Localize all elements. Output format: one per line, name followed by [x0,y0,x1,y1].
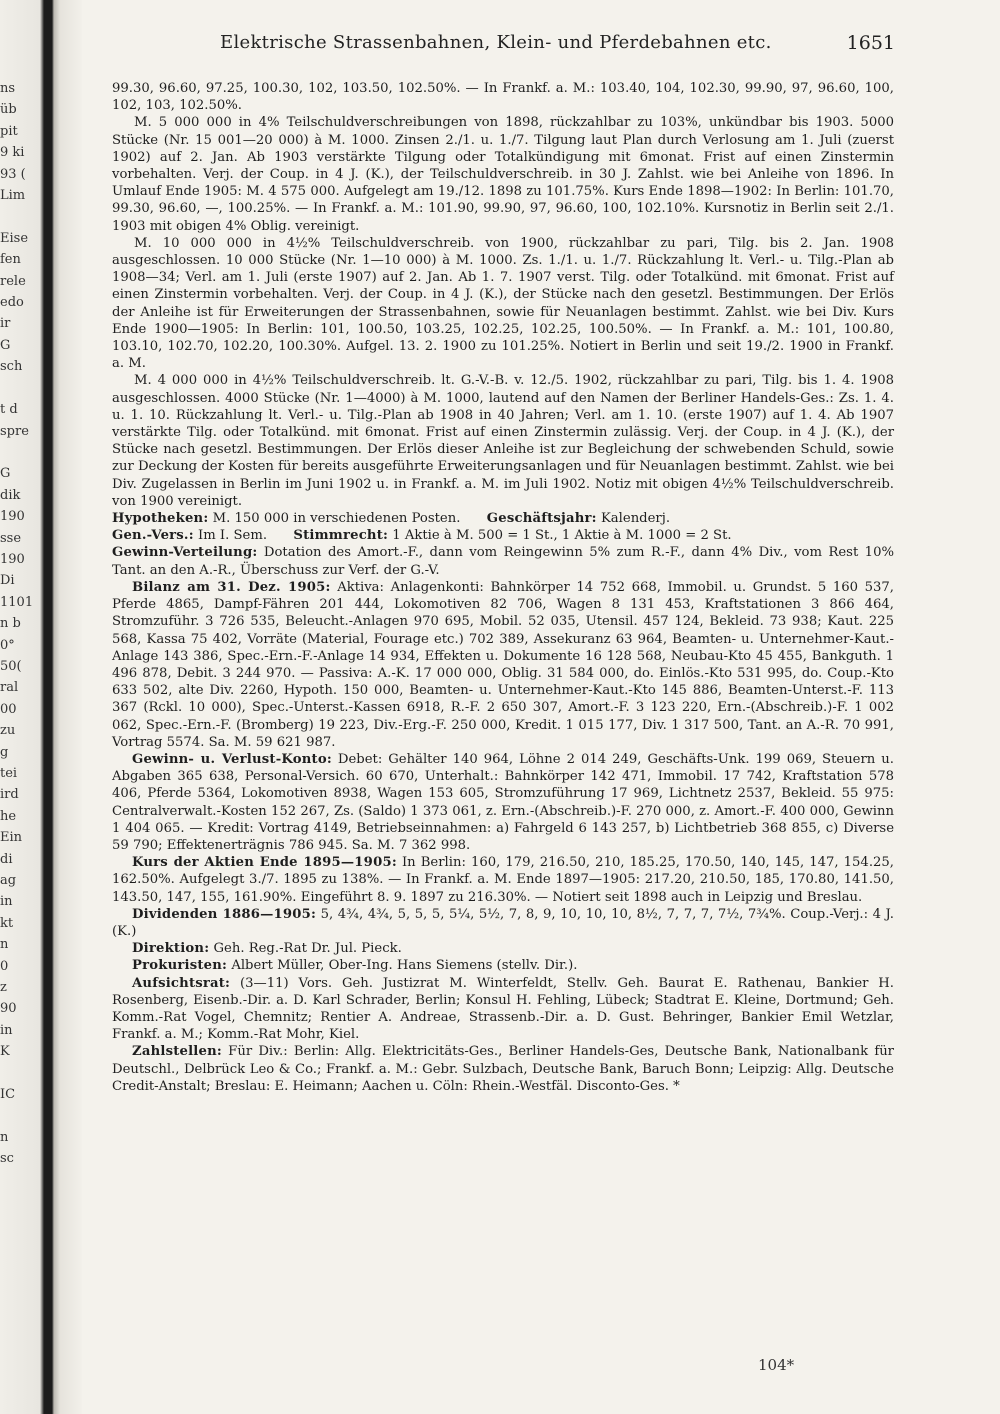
binding-gutter [0,0,82,1414]
gutter-fragment: n [0,937,9,953]
gutter-fragment: t d [0,402,18,418]
gutter-fragment: Lim [0,188,26,204]
gutter-fragment: 0° [0,637,15,653]
section-label: Gewinn- u. Verlust-Konto: [132,751,332,767]
section-label: Gewinn-Verteilung: [112,545,258,561]
section-label: Kurs der Aktien Ende 1895—1905: [132,855,397,871]
section-label: Hypotheken: [112,511,209,527]
paragraph [112,544,894,578]
gutter-fragment: z [0,980,7,996]
gutter-fragment: sc [0,1151,14,1167]
section-label: Zahlstellen: [132,1044,222,1060]
paragraph-text: In Berlin: 160, 179, 216.50, 210, 185.25, 170.50, 140, 145, 147, 154.25, 162.50%. Aufgelegt 3./7. 1895 zu 138%. — In Frankf. a. M. Ende 1897—1905: 217.20, 210.50, 185, 170.80, 141.50, 143.50, 147, 155, 161.90%. Eingeführt 8. 9. 1897 zu 216.30%. — Notiert seit 1898 auch in Leipzig und Breslau. [112,855,894,905]
running-title: Elektrische Strassenbahnen, Klein- und Pferdebahnen etc. [220,32,772,53]
paragraph [112,527,894,544]
gutter-fragment: n [0,1129,9,1145]
paragraph [112,957,894,974]
gutter-fragment: sse [0,530,22,546]
gutter-fragment [0,1106,40,1127]
paragraph-text: Im I. Sem. [198,528,268,544]
paragraph [112,372,894,510]
section-label: Stimmrecht: [293,528,389,544]
gutter-fragment: 90 [0,1001,17,1017]
paragraph [112,751,894,854]
paragraph-text: 5, 4¾, 4¾, 5, 5, 5, 5¼, 5½, 7, 8, 9, 10, 10, 10, 8½, 7, 7, 7, 7½, 7¾%. Coup.-Verj.: 4 J. (K.) [112,906,894,939]
gutter-fragment [0,206,40,227]
gutter-fragment: ird [0,787,19,803]
paragraph [112,80,894,114]
paragraph-text: Dotation des Amort.-F., dann vom Reingewinn 5% zum R.-F., dann 4% Div., vom Rest 10% Tant. an den A.-R., Überschuss zur Verf. der G.-V. [112,545,894,578]
paragraph-text: Aktiva: Anlagenkonti: Bahnkörper 14 752 668, Immobil. u. Grundst. 5 160 537, Pferde 4865, Dampf-Fähren 201 444, Lokomotiven 82 706, Wagen 8 131 453, Kraftstationen 3 866 464, Stromzuführ. 3 726 535, Beleucht.-Anlagen 970 695, Mobil. 52 035, Utensil. 457 124, Bekleid. 73 938; Kaut. 225 568, Kassa 75 402, Vorräte (Material, Fourage etc.) 702 389, Assekuranz 63 964, Beamten- u. Unternehmer-Kaut.-Anlage 143 386, Spec.-Ern.-F.-Anlage 14 934, Effekten u. Dokumente 16 128 568, Neubau-Kto 45 455, Bankguth. 1 496 878, Debit. 3 244 970. — Passiva: A.-K. 17 000 000, Oblig. 31 584 000, do. Einlös.-Kto 531 995, do. Coup.-Kto 633 502, alte Div. 2260, Hypoth. 150 000, Beamten- u. Unternehmer-Kaut.-Kto 145 886, Beamten-Unterst.-F. 113 367 (Rckl. 10 000), Spec.-Unterst.-Kassen 6918, R.-F. 2 650 307, Amort.-F. 3 123 220, Ern.-(Abschreib.)-F. 1 002 062, Spec.-Ern.-F. (Bromberg) 19 223, Div.-Erg.-F. 250 000, Kredit. 1 015 177, Div. 1 317 500, Tant. an A.-R. 70 991, Vortrag 5574. Sa. M. 59 621 987. [112,579,894,750]
gutter-fragment: 190 [0,551,25,567]
gutter-fragment: spre [0,423,29,439]
paragraph-text: M. 150 000 in verschiedenen Posten. [212,511,461,527]
previous-page-text-fragments [0,78,40,1170]
section-label: Dividenden 1886—1905: [132,906,317,922]
section-label: Prokuristen: [132,958,228,974]
paragraph-text: M. 4 000 000 in 4½% Teilschuldverschreib. lt. G.-V.-B. v. 12./5. 1902, rückzahlbar zu pari, Tilg. bis 1. 4. 1908 ausgeschlossen. 4000 Stücke (Nr. 1—4000) à M. 1000, lautend auf den Namen der Berliner Handels-Ges.: Zs. 1. 4. u. 1. 10. Rückzahlung lt. Verl.- u. Tilg.-Plan ab 1908 in 40 Jahren; Verl. am 1. 10. (erste 1907) auf 1. 4. Ab 1907 verstärkte Tilg. oder Totalkünd. mit 6monat. Frist auf einen Zinstermin zulässig. Verj. der Coup. in 4 J. (K.), der Stücke nach gesetzl. Bestimmungen. Der Erlös dieser Anleihe ist zur Begleichung der schwebenden Schuld, sowie zur Deckung der Kosten für bereits ausgeführte Erweiterungsanlagen und für Neuanlagen bestimmt. Zahlst. wie bei Div. Zugelassen in Berlin im Juni 1902 u. in Frankf. a. M. im Juli 1902. Notiz mit obigen 4½% Teilschuldverschreib. von 1900 vereinigt. [112,373,894,509]
gutter-fragment: Eise [0,230,29,246]
paragraph-text: Albert Müller, Ober-Ing. Hans Siemens (stellv. Dir.). [231,958,578,974]
paragraph-text: M. 10 000 000 in 4½% Teilschuldverschreib. von 1900, rückzahlbar zu pari, Tilg. bis 2. Jan. 1908 ausgeschlossen. 10 000 Stücke (Nr. 1—10 000) à M. 1000. Zs. 1./1. u. 1./7. Rückzahlung lt. Verl.- u. Tilg.-Plan ab 1908—34; Verl. am 1. Juli (erste 1907) auf 2. Jan. Ab 1. 7. 1907 verst. Tilg. oder Totalkünd. mit 6monat. Frist auf einen Zinstermin vorbehalten. Verj. der Coup. in 4 J. (K.), der Stücke nach den gesetzl. Bestimmungen. Der Erlös der Anleihe ist für Erweiterungen der Strassenbahnen, sowie für Neuanlagen bestimmt. Zahlst. wie bei Div. Kurs Ende 1900—1905: In Berlin: 101, 100.50, 103.25, 102.25, 102.25, 100.50%. — In Frankf. a. M.: 101, 100.80, 103.10, 102.70, 102.20, 100.30%. Aufgel. 13. 2. 1900 zu 101.25%. Notiert in Berlin und seit 19./2. 1900 in Frankf. a. M. [112,235,894,372]
gutter-fragment: K [0,1044,10,1060]
gutter-fragment: zu [0,723,16,739]
gutter-fragment: tei [0,766,18,781]
paragraph-text: Kalenderj. [600,511,671,527]
section-label: Gen.-Vers.: [112,528,194,544]
gutter-fragment: ag [0,873,17,889]
paragraph [112,854,894,906]
gutter-fragment: ir [0,316,11,332]
gutter-fragment: G [0,337,11,353]
gutter-fragment: fen [0,252,21,268]
gutter-fragment: rele [0,273,26,289]
gutter-fragment: Di [0,573,15,589]
gutter-fragment: kt [0,915,14,931]
gutter-fragment: he [0,808,17,824]
section-label: Aufsichtsrat: [132,975,231,991]
gutter-fragment: ral [0,680,19,696]
paragraph [112,975,894,1044]
running-header [110,32,895,56]
paragraph-text: M. 5 000 000 in 4% Teilschuldverschreibungen von 1898, rückzahlbar zu 103%, unkündbar bis 1903. 5000 Stücke (Nr. 15 001—20 000) à M. 1000. Zinsen 2./1. u. 1./7. Tilgung laut Plan durch Verlosung am 1. Juli (zuerst 1902) auf 2. Jan. Ab 1903 verstärkte Tilgung oder Totalkündigung mit 6monat. Frist auf einen Zinstermin vorbehalten. Verj. der Coup. in 4 J. (K.), der Teilschuldverschreib. in 30 J. Zahlst. wie bei Anleihe von 1896. In Umlauf Ende 1905: M. 4 575 000. Aufgelegt am 19./12. 1898 zu 101.75%. Kurs Ende 1898—1902: In Berlin: 101.70, 99.30, 96.60, —, 100.25%. — In Frankf. a. M.: 101.90, 99.90, 97, 96.60, 100, 102.10%. Kursnotiz in Berlin seit 2./1. 1903 mit obigen 4% Oblig. vereinigt. [112,115,894,234]
paragraph [112,114,894,234]
gutter-fragment: 50( [0,658,22,674]
gutter-fragment: dik [0,487,21,503]
gutter-fragment: üb [0,102,17,118]
paragraph-text: Für Div.: Berlin: Allg. Elektricitäts-Ges., Berliner Handels-Ges, Deutsche Bank, Nationalbank für Deutschl., Delbrück Leo & Co.; Frankf. a. M.: Gebr. Sulzbach, Deutsche Bank, Baruch Bonn; Leipzig: Allg. Deutsche Credit-Anstalt; Breslau: E. Heimann; Aachen u. Cöln: Rhein.-Westfäl. Disconto-Ges. * [112,1044,894,1094]
section-label: Direktion: [132,941,210,957]
gutter-fragment [0,442,40,463]
gutter-fragment: di [0,851,13,867]
gutter-fragment: g [0,744,9,760]
gutter-fragment: 190 [0,509,25,525]
gutter-fragment: 1101 [0,594,34,610]
gutter-fragment: 00 [0,701,17,717]
paragraph [112,510,894,527]
gutter-fragment: G [0,466,11,482]
gutter-fragment: 9 ki [0,145,25,161]
gutter-fragment: 0 [0,958,9,974]
gutter-fragment: 93 ( [0,166,26,182]
gutter-fragment: n b [0,616,21,632]
gutter-fragment [0,1063,40,1084]
section-label: Bilanz am 31. Dez. 1905: [132,579,331,595]
section-label: Geschäftsjahr: [486,511,597,527]
gutter-fragment: IC [0,1087,16,1103]
gutter-fragment: in [0,894,13,910]
gutter-fragment [0,378,40,399]
gutter-fragment: Ein [0,830,23,846]
gutter-fragment: pit [0,123,18,139]
paragraph [112,1043,894,1095]
signature-mark: 104* [758,1356,795,1374]
paragraph [112,906,894,940]
paragraph-text: 99.30, 96.60, 97.25, 100.30, 102, 103.50, 102.50%. — In Frankf. a. M.: 103.40, 104, 102.30, 99.90, 97, 96.60, 100, 102, 103, 102.50%. [112,81,894,114]
gutter-fragment: edo [0,295,24,311]
paragraph-text: Geh. Reg.-Rat Dr. Jul. Pieck. [213,941,402,957]
paragraph [112,940,894,957]
gutter-fragment: sch [0,359,23,375]
paragraph-text: 1 Aktie à M. 500 = 1 St., 1 Aktie à M. 1000 = 2 St. [392,528,732,544]
main-text-column [112,80,894,1095]
paragraph [112,235,894,373]
paragraph-text: Debet: Gehälter 140 964, Löhne 2 014 249, Geschäfts-Unk. 199 069, Steuern u. Abgaben 365 638, Personal-Versich. 60 670, Unterhalt.: Bahnkörper 142 471, Immobil. 17 742, Kraftstation 578 406, Pferde 5364, Lokomotiven 8938, Wagen 153 605, Stromzuführung 17 969, Lichtnetz 2537, Bekleid. 55 975: Centralverwalt.-Kosten 152 267, Zs. (Saldo) 1 373 061, z. Ern.-(Abschreib.)-F. 270 000, z. Amort.-F. 400 000, Gewinn 1 404 065. — Kredit: Vortrag 4149, Betriebseinnahmen: a) Fahrgeld 6 143 257, b) Lichtbetrieb 368 855, c) Diverse 59 790; Effektenerträgnis 786 945. Sa. M. 7 362 998. [112,751,894,853]
paragraph [112,579,894,751]
page-number: 1651 [846,32,895,54]
paragraph-text: (3—11) Vors. Geh. Justizrat M. Winterfeldt, Stellv. Geh. Baurat E. Rathenau, Bankier H. Rosenberg, Eisenb.-Dir. a. D. Karl Schrader, Berlin; Konsul H. Fehling, Lübeck; Stadtrat E. Kleine, Dortmund; Geh. Komm.-Rat Vogel, Chemnitz; Rentier A. Andreae, Strassenb.-Dir. a. D. Gust. Behringer, Bankier Emil Wetzlar, Frankf. a. M.; Komm.-Rat Mohr, Kiel. [112,975,894,1043]
gutter-fragment: in [0,1022,13,1038]
gutter-fragment: ns [0,81,16,96]
